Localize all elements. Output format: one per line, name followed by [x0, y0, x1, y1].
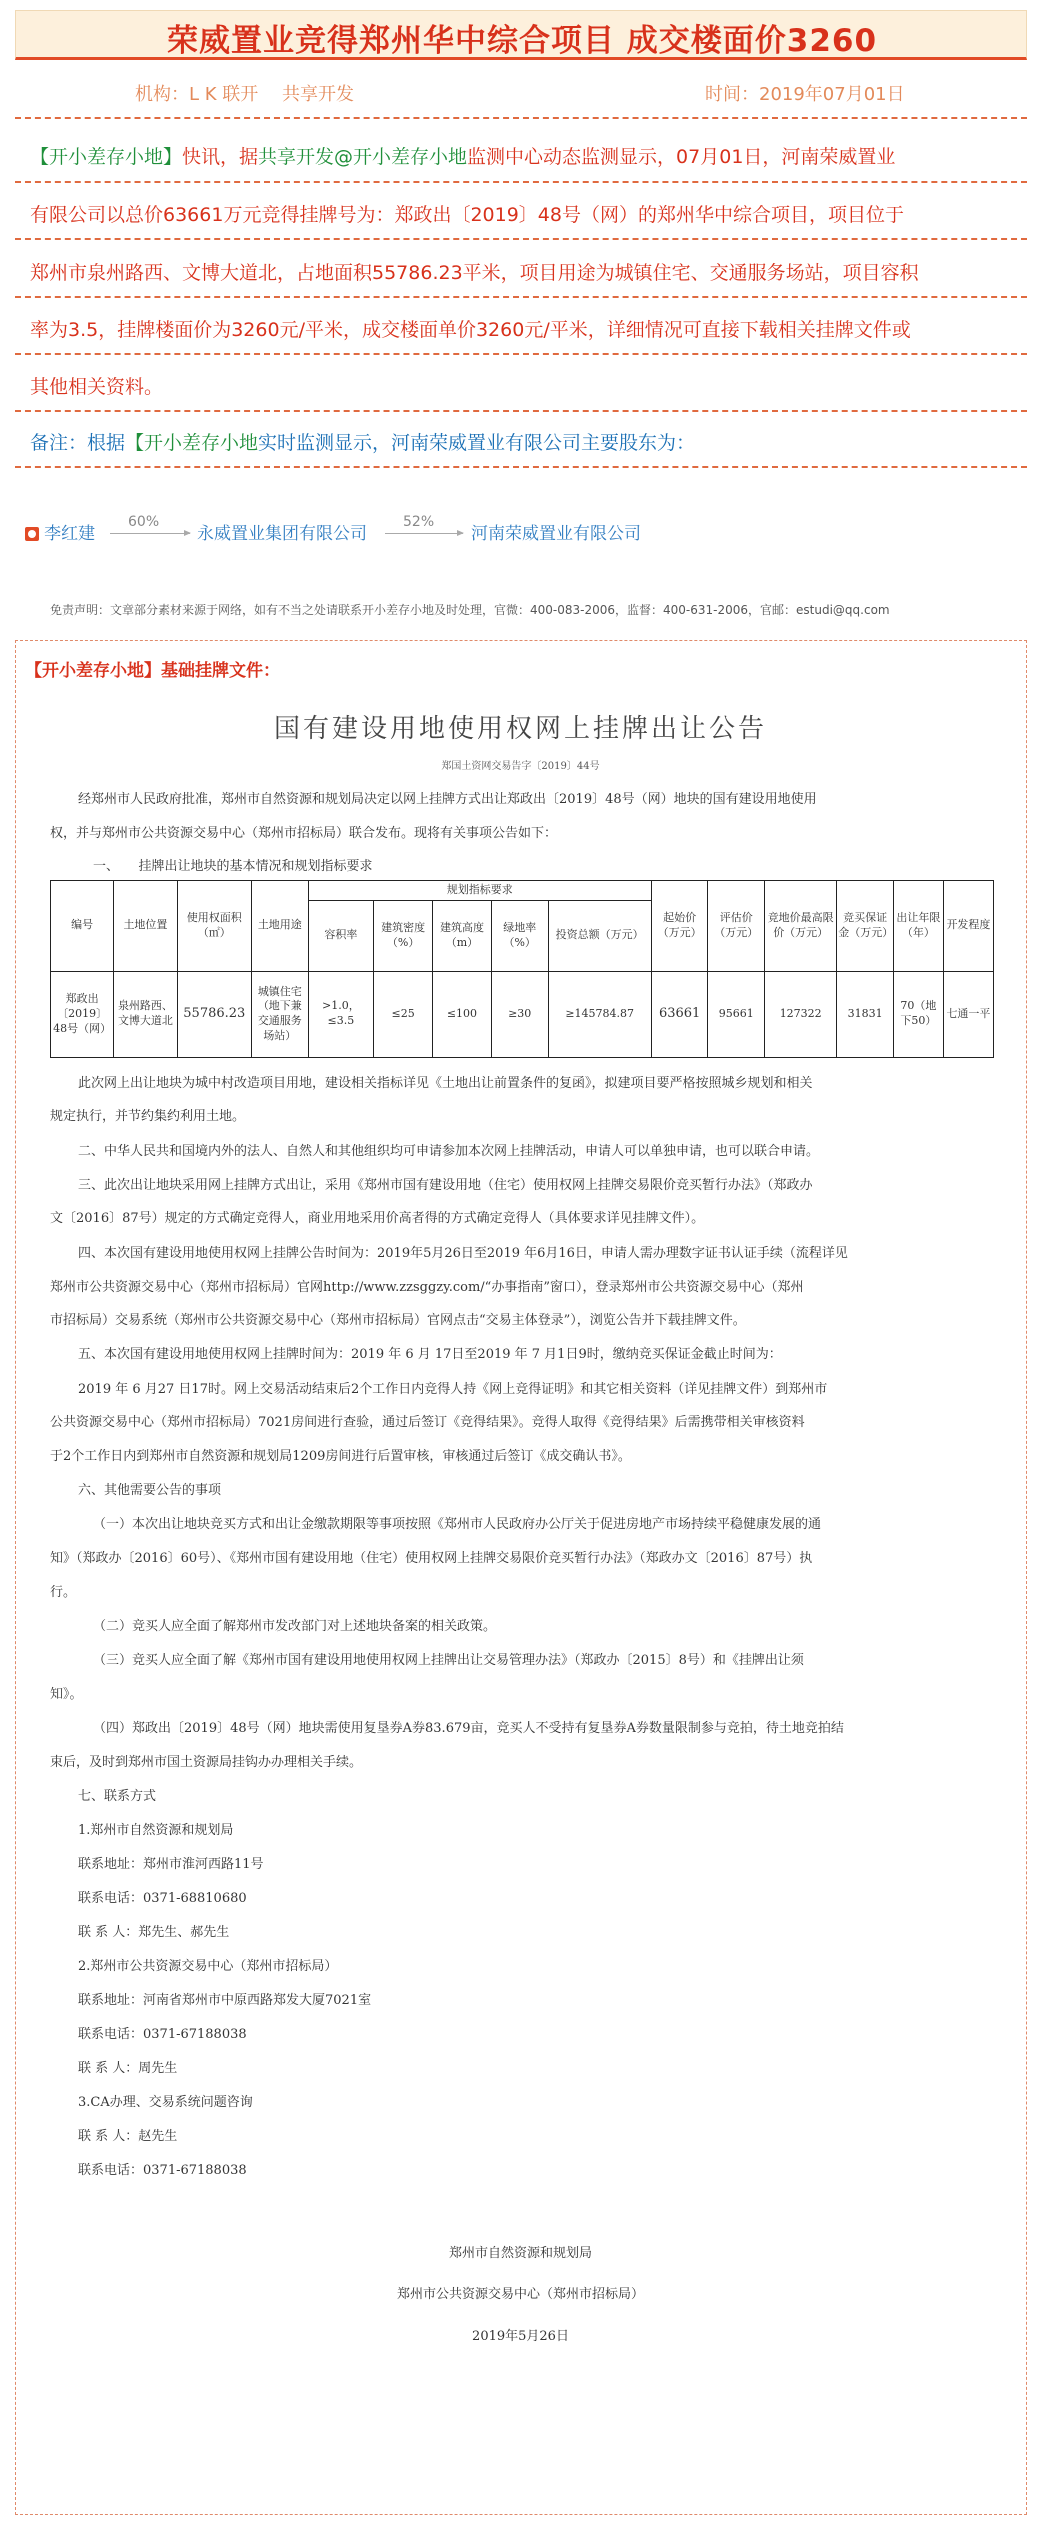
org-label: 机构：L K 联开 共享开发 [135, 84, 354, 105]
table-cell: ≥30 [491, 971, 548, 1058]
table-header: 容积率 [308, 901, 374, 971]
table-header: 开发程度 [943, 881, 993, 972]
source-tag[interactable]: 【开小差存小地】 [30, 146, 183, 168]
table-cell: 31831 [837, 971, 894, 1058]
contact-phone: 联系电话：0371-67188038 [78, 2027, 247, 2042]
arrow-right-icon [385, 533, 463, 534]
table-cell: 95661 [708, 971, 765, 1058]
table-cell: ≤100 [433, 971, 492, 1058]
table-cell: 七通一平 [943, 971, 993, 1058]
section-heading: 一、 挂牌出让地块的基本情况和规划指标要求 [93, 859, 373, 874]
doc-paragraph: 郑州市公共资源交易中心（郑州市招标局）官网http://www.zzsggzy.com/“办事指南”窗口），登录郑州市公共资源交易中心（郑州 [50, 1280, 804, 1295]
intro-line-5: 其他相关资料。 [30, 376, 164, 398]
doc-paragraph: 束后，及时到郑州市国土资源局挂钩办办理相关手续。 [50, 1755, 363, 1770]
shareholder-chain [25, 519, 95, 544]
signature-org-1: 郑州市自然资源和规划局 [448, 2246, 592, 2261]
title-banner [15, 10, 1027, 60]
contact-person: 联 系 人：赵先生 [78, 2129, 178, 2144]
contact-person: 联 系 人：周先生 [78, 2061, 178, 2076]
table-header: 出让年限（年） [893, 881, 943, 972]
table-cell: 55786.23 [177, 971, 251, 1058]
signature-org-2: 郑州市公共资源交易中心（郑州市招标局） [396, 2287, 644, 2302]
intro-line-2: 有限公司以总价63661万元竞得挂牌号为：郑政出〔2019〕48号（网）的郑州华中综合项目，项目位于 [30, 204, 904, 226]
table-cell: 郑政出〔2019〕48号（网） [51, 971, 114, 1058]
person-icon [25, 527, 39, 541]
announcement-title: 国有建设用地使用权网上挂牌出让公告 [273, 714, 767, 744]
table-cell: 127322 [765, 971, 837, 1058]
arrow-right-icon [110, 533, 190, 534]
section-heading: 七、联系方式 [78, 1789, 157, 1804]
divider [15, 296, 1027, 298]
doc-paragraph: 三、此次出让地块采用网上挂牌方式出让，采用《郑州市国有建设用地（住宅）使用权网上挂牌交易限价竞买暂行办法》（郑政办 [78, 1178, 813, 1193]
doc-paragraph: 知》（郑政办〔2016〕60号）、《郑州市国有建设用地（住宅）使用权网上挂牌交易限价竞买暂行办法》（郑政办文〔2016〕87号）执 [50, 1551, 813, 1566]
shareholder-person[interactable]: 李红建 [44, 524, 96, 544]
table-header: 建筑高度（m） [433, 901, 492, 971]
table-header: 编号 [51, 881, 114, 972]
table-header: 竞买保证金（万元） [837, 881, 894, 972]
land-info-table [50, 880, 994, 1058]
doc-paragraph: （一）本次出让地块竞买方式和出让金缴款期限等事项按照《郑州市人民政府办公厅关于促进房地产市场持续平稳健康发展的通 [93, 1517, 822, 1532]
signature-date: 2019年5月26日 [472, 2329, 569, 2344]
divider [15, 466, 1027, 468]
table-header: 评估价（万元） [708, 881, 765, 972]
shareholder-note: 备注：根据【开小差存小地实时监测显示，河南荣威置业有限公司主要股东为： [30, 432, 696, 454]
table-header: 规划指标要求 [308, 881, 651, 901]
table-row [51, 971, 994, 1058]
disclaimer: 免责声明：文章部分素材来源于网络，如有不当之处请联系开小差存小地及时处理，官微：400-083-2006，监督：400-631-2006，官邮：estudi@qq.com [50, 603, 890, 617]
contact-address: 联系地址：河南省郑州市中原西路郑发大厦7021室 [78, 1993, 372, 2008]
table-header: 使用权面积（㎡） [177, 881, 251, 972]
table-cell: 70（地下50） [893, 971, 943, 1058]
doc-paragraph: 2019 年 6 月27 日17时。网上交易活动结束后2个工作日内竞得人持《网上竞得证明》和其它相关资料（详见挂牌文件）到郑州市 [78, 1382, 828, 1397]
divider [15, 238, 1027, 240]
doc-paragraph: 文〔2016〕87号）规定的方式确定竞得人，商业用地采用价高者得的方式确定竞得人（具体要求详见挂牌文件）。 [50, 1211, 705, 1226]
table-cell: ≥145784.87 [548, 971, 651, 1058]
doc-paragraph: 二、中华人民共和国境内外的法人、自然人和其他组织均可申请参加本次网上挂牌活动，申请人可以单独申请，也可以联合申请。 [78, 1144, 820, 1159]
divider [15, 117, 1027, 119]
contact-org: 3.CA办理、交易系统问题咨询 [78, 2095, 253, 2110]
contact-person: 联 系 人：郑先生、郝先生 [78, 1925, 230, 1940]
table-header: 竞地价最高限价（万元） [765, 881, 837, 972]
table-header: 土地用途 [252, 881, 309, 972]
doc-paragraph: 经郑州市人民政府批准，郑州市自然资源和规划局决定以网上挂牌方式出让郑政出〔2019〕48号（网）地块的国有建设用地使用 [78, 792, 817, 807]
table-cell: 城镇住宅（地下兼交通服务场站） [252, 971, 309, 1058]
table-cell: 63661 [651, 971, 708, 1058]
doc-paragraph: （二）竞买人应全面了解郑州市发改部门对上述地块备案的相关政策。 [93, 1619, 497, 1634]
table-header: 绿地率（%） [491, 901, 548, 971]
page-title: 荣威置业竞得郑州华中综合项目 成交楼面价3260 [166, 23, 878, 59]
contact-org: 1.郑州市自然资源和规划局 [78, 1823, 234, 1838]
doc-paragraph: 此次网上出让地块为城中村改造项目用地，建设相关指标详见《土地出让前置条件的复函》，拟建项目要严格按照城乡规划和相关 [78, 1076, 813, 1091]
source-link[interactable]: 【开小差存小地 [125, 432, 259, 454]
intro-line-4: 率为3.5，挂牌楼面价为3260元/平米，成交楼面单价3260元/平米，详细情况可直接下载相关挂牌文件或 [30, 319, 911, 341]
intro-line-1: 【开小差存小地】快讯，据共享开发@开小差存小地监测中心动态监测显示，07月01日，河南荣威置业 [30, 146, 896, 168]
contact-phone: 联系电话：0371-68810680 [78, 1891, 247, 1906]
doc-paragraph: 五、本次国有建设用地使用权网上挂牌时间为：2019 年 6 月 17日至2019 年 7 月1日9时，缴纳竞买保证金截止时间为： [78, 1347, 782, 1362]
contact-address: 联系地址：郑州市淮河西路11号 [78, 1857, 264, 1872]
shareholder-company-1[interactable]: 永威置业集团有限公司 [197, 524, 367, 544]
contact-phone: 联系电话：0371-67188038 [78, 2163, 247, 2178]
document-heading: 【开小差存小地】基础挂牌文件： [25, 661, 280, 681]
table-cell: 泉州路西、文博大道北 [114, 971, 177, 1058]
doc-paragraph: （三）竞买人应全面了解《郑州市国有建设用地使用权网上挂牌出让交易管理办法》（郑政办〔2015〕8号）和《挂牌出让须 [93, 1653, 804, 1668]
doc-paragraph: 规定执行，并节约集约利用土地。 [50, 1109, 246, 1124]
time-label: 时间：2019年07月01日 [705, 84, 905, 105]
doc-paragraph: 公共资源交易中心（郑州市招标局）7021房间进行查验，通过后签订《竞得结果》。竞得人取得《竞得结果》后需携带相关审核资料 [50, 1415, 805, 1430]
table-cell: >1.0，≤3.5 [308, 971, 374, 1058]
doc-paragraph: 知》。 [50, 1687, 83, 1702]
doc-paragraph: （四）郑政出〔2019〕48号（网）地块需使用复垦券A券83.679亩，竞买人不受持有复垦券A券数量限制参与竞拍，待土地竞拍结 [93, 1721, 844, 1736]
table-cell: ≤25 [374, 971, 433, 1058]
doc-paragraph: 权，并与郑州市公共资源交易中心（郑州市招标局）联合发布。现将有关事项公告如下： [50, 826, 558, 841]
divider [15, 181, 1027, 183]
shareholder-company-2[interactable]: 河南荣威置业有限公司 [471, 524, 641, 544]
divider [15, 410, 1027, 412]
table-header: 投资总额（万元） [548, 901, 651, 971]
doc-paragraph: 行。 [50, 1585, 77, 1600]
table-header: 起始价（万元） [651, 881, 708, 972]
share-percent-1: 60% [128, 514, 160, 530]
table-header: 建筑密度（%） [374, 901, 433, 971]
intro-line-3: 郑州市泉州路西、文博大道北，占地面积55786.23平米，项目用途为城镇住宅、交通服务场站，项目容积 [30, 262, 919, 284]
announcement-number: 郑国土资网交易告字〔2019〕44号 [441, 761, 600, 772]
divider [15, 353, 1027, 355]
doc-paragraph: 市招标局）交易系统（郑州市公共资源交易中心（郑州市招标局）官网点击“交易主体登录”），浏览公告并下载挂牌文件。 [50, 1313, 746, 1328]
contact-org: 2.郑州市公共资源交易中心（郑州市招标局） [78, 1959, 338, 1974]
table-header: 土地位置 [114, 881, 177, 972]
doc-paragraph: 四、本次国有建设用地使用权网上挂牌公告时间为：2019年5月26日至2019 年6月16日，申请人需办理数字证书认证手续（流程详见 [78, 1246, 848, 1261]
doc-paragraph: 于2个工作日内到郑州市自然资源和规划局1209房间进行后置审核，审核通过后签订《成交确认书》。 [50, 1449, 631, 1464]
share-percent-2: 52% [403, 514, 435, 530]
source-link[interactable]: 共享开发@开小差存小地 [258, 146, 468, 168]
section-heading: 六、其他需要公告的事项 [78, 1483, 222, 1498]
